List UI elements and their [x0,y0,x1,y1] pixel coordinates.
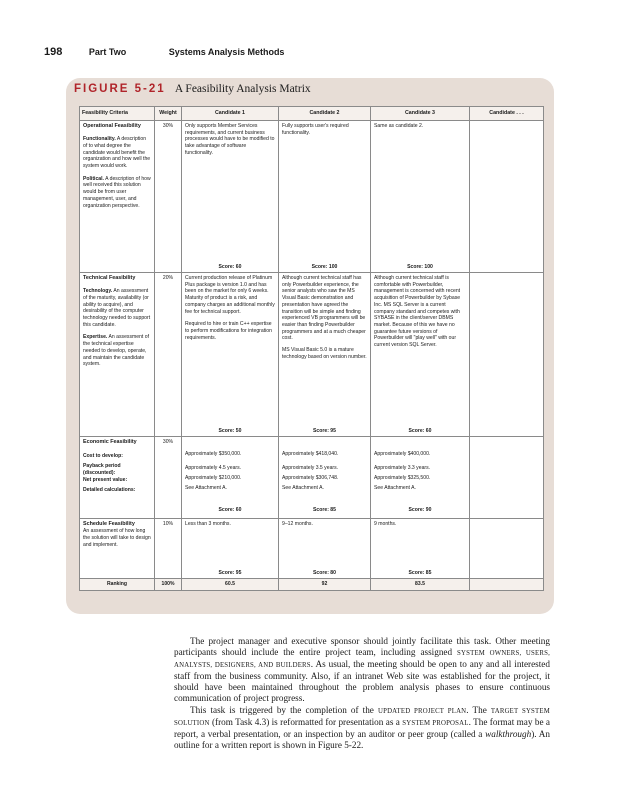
p1-smallcaps: SYSTEM OWNERS, USERS, ANALYSTS, DESIGNERS, AND BUILDERS [174,650,550,670]
economic-c3 [371,436,470,518]
schedule-c3-text: 9 months. [374,520,397,527]
schedule-c3-score: Score: 85 [408,570,432,577]
economic-c2-payback: Approximately 3.5 years. [282,464,339,471]
expertise-term: Expertise. [83,334,108,341]
feasibility-matrix-table [79,106,544,591]
technical-c2-text-b: MS Visual Basic 5.0 is a mature technology based on version number. [282,347,367,360]
technical-c1-score: Score: 50 [218,428,242,435]
economic-weight: 30% [155,436,182,518]
operational-c2-text: Fully supports user's required functionality. [282,122,349,136]
figure-label: FIGURE 5-21 [74,83,166,95]
economic-c3-score: Score: 90 [408,506,432,513]
operational-title: Operational Feasibility [83,122,141,129]
header-candidate-2: Candidate 2 [279,107,371,121]
operational-c1 [182,120,279,272]
p2-text-d: . The format may be a report, a verbal presentation, or an inspection by an auditor or peer group (called a [174,716,550,739]
p2-text-c: (from Task 4.3) is reformatted for presentation as a [209,716,403,727]
p2-text-a: This task is triggered by the completion of the [190,704,378,715]
schedule-c1 [182,518,279,578]
economic-c3-npv: Approximately $325,500. [374,474,431,481]
p2-text-e: ). An outline for a written report is shown in Figure 5-22. [174,728,551,750]
political-text: A description of how well received this solution would be from user management, user, and organization perspective. [83,175,151,209]
p2-smallcaps-1: UPDATED PROJECT PLAN [377,707,467,715]
schedule-desc: An assessment of how long the solution will take to design and implement. [83,528,151,548]
technical-title: Technical Feasibility [83,274,136,281]
technical-c-more [470,272,544,436]
technical-c1-text-b: Required to hire or train C++ expertise to perform modifications for integration requirements. [185,321,272,341]
schedule-title: Schedule Feasibility [83,520,135,527]
economic-row-label-detail: Detailed calculations: [83,486,136,493]
economic-c1-detail: See Attachment A. [185,484,227,491]
ranking-c3: 83.5 [371,578,470,590]
technical-c2-score: Score: 95 [313,428,336,435]
schedule-c2-text: 9–12 months. [282,520,313,527]
expertise-desc [83,334,151,368]
technical-c1 [182,272,279,436]
header-row [80,107,544,121]
technical-c2 [279,272,371,436]
ranking-weight: 100% [155,578,182,590]
economic-criteria [80,436,155,518]
economic-c3-cost: Approximately $400,000. [374,450,431,457]
schedule-c1-text: Less than 3 months. [185,520,231,527]
economic-row-label-npv: Net present value: [83,476,128,483]
p2-smallcaps-2: TARGET SYSTEM SOLUTION [174,707,550,727]
economic-c2-cost: Approximately $418,040. [282,450,339,457]
economic-c1-payback: Approximately 4.5 years. [185,464,242,471]
technical-row [80,272,544,436]
technology-desc [83,288,151,328]
schedule-c3 [371,518,470,578]
economic-c2 [279,436,371,518]
operational-c2 [279,120,371,272]
schedule-criteria [80,518,155,578]
economic-row-label-cost: Cost to develop: [83,452,123,459]
ranking-label: Ranking [80,578,155,590]
technical-c3-score: Score: 60 [408,428,432,435]
body-text [174,636,550,751]
technical-criteria [80,272,155,436]
economic-c2-npv: Approximately $306,748. [282,474,339,481]
p1-text-a: The project manager and executive sponsor should jointly facilitate this task. Other meeting participants should include the entire project team, including assigned [174,636,550,658]
technical-weight: 20% [155,272,182,436]
economic-row-label-payback: Payback period (discounted): [83,462,121,476]
header-criteria: Feasibility Criteria [80,107,155,121]
technical-c2-text-a: Although current technical staff has only Powerbuilder experience, the senior analysts who saw the MS Visual Basic demonstration and presentation have agreed the transition will be simple and finding experienced VB programmers will be easier than finding Powerbuilder programmers and at a much cheaper cost. [282,274,366,342]
schedule-row [80,518,544,578]
operational-c3-score: Score: 100 [407,264,433,271]
header-candidate-1: Candidate 1 [182,107,279,121]
technical-c3 [371,272,470,436]
ranking-c2: 92 [279,578,371,590]
economic-row [80,436,544,518]
schedule-c2 [279,518,371,578]
operational-c2-score: Score: 100 [311,264,338,271]
operational-c1-text: Only supports Member Services requirements, and current business processes would have to be modified to take advantage of software functionality. [185,122,275,156]
economic-c1-score: Score: 60 [218,506,242,513]
page-number: 198 [44,46,63,58]
running-header [44,46,284,58]
operational-weight: 30% [155,120,182,272]
economic-c2-score: Score: 85 [313,506,336,513]
technology-text: An assessment of the maturity, availability (or ability to acquire), and desirability of the computer technology needed to support this candidate. [83,288,151,328]
part-label: Part Two [88,47,127,57]
economic-title: Economic Feasibility [83,438,137,445]
operational-criteria [80,120,155,272]
schedule-weight: 10% [155,518,182,578]
header-candidate-more: Candidate . . . [470,107,544,121]
economic-c1-npv: Approximately $210,000. [185,474,242,481]
p2-smallcaps-3: SYSTEM PROPOSAL [402,719,469,727]
economic-c-more [470,436,544,518]
functionality-text: A description of to what degree the candidate would benefit the organization and how well the system would work. [83,136,151,169]
economic-c3-payback: Approximately 3.3 years. [374,464,431,471]
operational-c3-text: Same as candidate 2. [374,122,424,129]
economic-c2-detail: See Attachment A. [282,484,324,491]
p1-text-b: . As usual, the meeting should be open to any and all interested staff from the business community. Also, if an intranet Web site was established for the project, it should have been maintained throughout the problem analysis phases to ensure continuous communication of project progress. [174,659,550,704]
figure-title [74,83,311,95]
figure-caption: A Feasibility Analysis Matrix [174,83,311,95]
operational-c1-score: Score: 60 [218,264,242,271]
economic-c1-cost: Approximately $350,000. [185,450,242,457]
p2-text-b: . The [466,704,491,715]
functionality-desc [83,136,151,170]
technical-c1-text-a: Current production release of Platinum Plus package is version 1.0 and has been on the market for only 6 weeks. Maturity of product is a risk, and company charges an additional monthly fee for technical support. [185,274,275,315]
operational-c3 [371,120,470,272]
political-desc [83,176,151,210]
section-title: Systems Analysis Methods [168,47,285,57]
ranking-c-more [470,578,544,590]
technology-term: Technology. [83,288,113,295]
operational-c-more [470,120,544,272]
functionality-term: Functionality. [83,136,116,143]
economic-c3-detail: See Attachment A. [374,484,416,491]
technical-c3-text: Although current technical staff is comfortable with Powerbuilder, management is concerned with recent acquisition of Powerbuilder by Sybase Inc. MS SQL Server is a current company standard and competes with SYBASE in the client/server DBMS market. Because of this we have no guarantee future versions of Powerbuilder will "play well" with our current version SQL Server. [374,274,461,349]
ranking-row [80,578,544,590]
body-paragraph-2 [174,705,550,751]
header-candidate-3: Candidate 3 [371,107,470,121]
schedule-c2-score: Score: 80 [313,570,336,577]
schedule-c1-score: Score: 95 [218,570,242,577]
operational-row [80,120,544,272]
body-paragraph-1 [174,636,550,705]
economic-c1 [182,436,279,518]
p2-walkthrough: walkthrough [485,728,532,739]
political-term: Political. [83,175,104,182]
ranking-c1: 60.5 [182,578,279,590]
header-weight: Weight [155,107,182,121]
expertise-text: An assessment of the technical expertise needed to develop, operate, and maintain the candidate system. [83,334,149,368]
schedule-c-more [470,518,544,578]
